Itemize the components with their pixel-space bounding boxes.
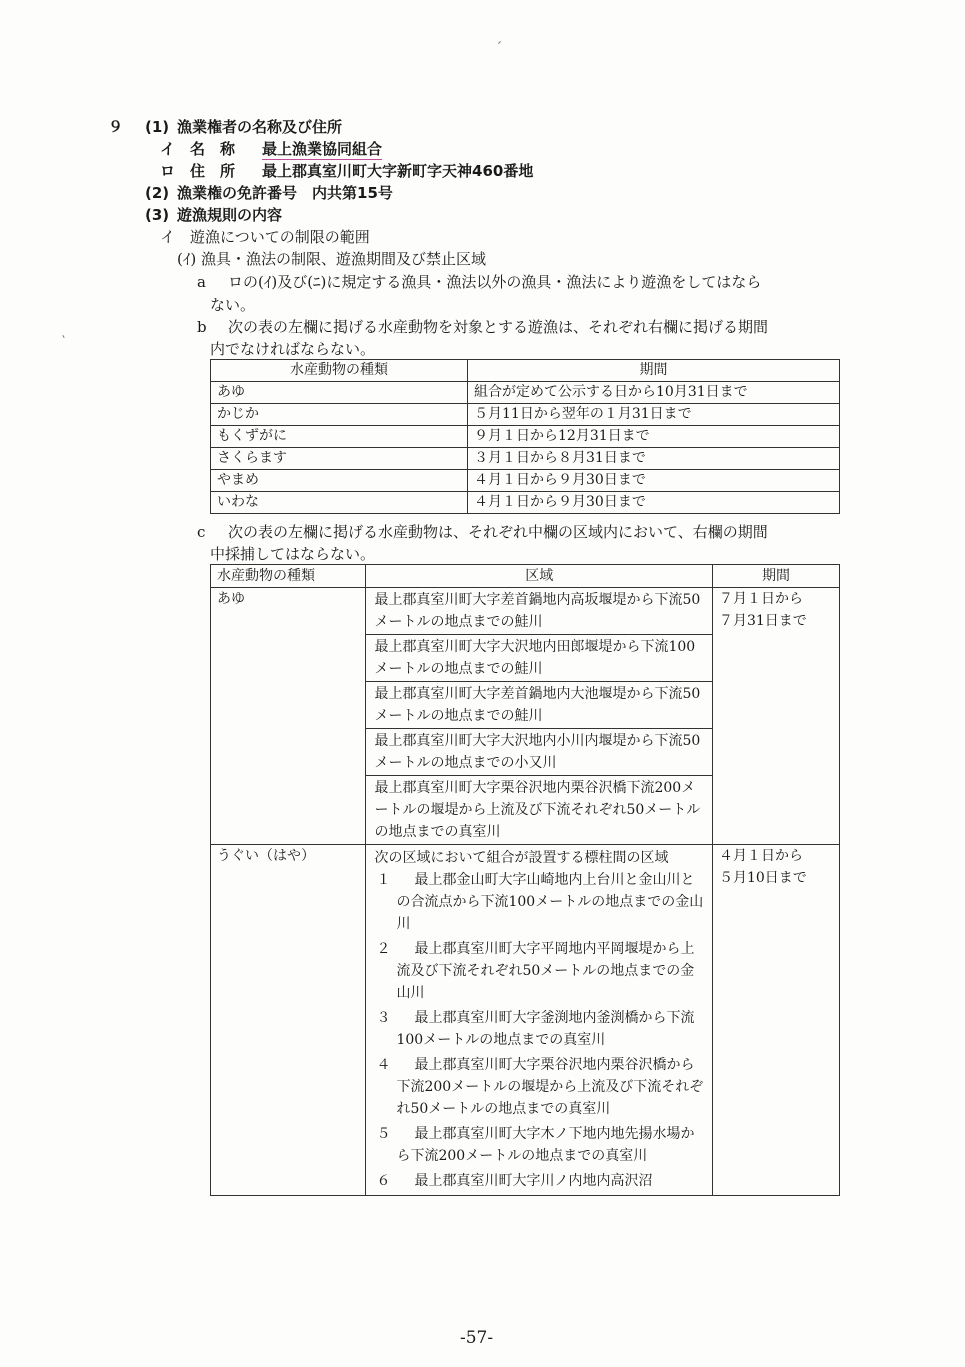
column-header-species: 水産動物の種類 bbox=[211, 360, 468, 382]
area-cell bbox=[366, 845, 713, 1196]
item-number: ９ bbox=[108, 118, 124, 136]
table-header-row bbox=[211, 360, 840, 382]
area-item-text: 最上郡真室川町大字釜渕地内釜渕橋から下流100メートルの地点までの真室川 bbox=[396, 1010, 695, 1048]
area-entry: 最上郡真室川町大字大沢地内小川内堰堤から下流50メートルの地点までの小又川 bbox=[366, 729, 712, 776]
rule-c-label: c bbox=[197, 523, 206, 541]
section-2-label: (2) bbox=[145, 184, 170, 202]
table-row bbox=[211, 845, 840, 1196]
rule-a-label: a bbox=[197, 273, 206, 291]
period-cell: ３月１日から８月31日まで bbox=[468, 448, 840, 470]
table-row bbox=[211, 470, 840, 492]
period-end: ５月10日まで bbox=[718, 870, 807, 886]
scan-speck bbox=[62, 335, 64, 338]
column-header-area: 区域 bbox=[366, 565, 713, 588]
name-value: 最上漁業協同組合 bbox=[262, 140, 383, 158]
rule-b-text-cont: 内でなければならない。 bbox=[210, 340, 376, 358]
rule-c-text: 次の表の左欄に掲げる水産動物は、それぞれ中欄の区域内において、右欄の期間 bbox=[228, 523, 768, 541]
page-number: -57- bbox=[460, 1328, 494, 1348]
section-1-label: (1) bbox=[145, 118, 170, 136]
area-intro: 次の区域において組合が設置する標柱間の区域 bbox=[374, 850, 669, 866]
period-cell bbox=[712, 845, 839, 1196]
area-list-item bbox=[366, 869, 712, 938]
period-start: ７月１日から bbox=[718, 591, 803, 607]
rule-i-heading: イ 遊漁についての制限の範囲 bbox=[160, 228, 370, 246]
rule-a-text-cont: ない。 bbox=[210, 296, 256, 314]
table-header-row bbox=[211, 565, 840, 588]
area-item-text: 最上郡真室川町大字川ノ内地内高沢沼 bbox=[414, 1173, 653, 1189]
area-list-item bbox=[366, 938, 712, 1007]
species-cell: あゆ bbox=[211, 382, 468, 404]
area-cell bbox=[366, 588, 713, 845]
address-value: 最上郡真室川町大字新町字天神460番地 bbox=[262, 162, 534, 180]
rule-sub-heading: (ｲ) 漁具・漁法の制限、遊漁期間及び禁止区域 bbox=[177, 250, 486, 268]
area-entry: 最上郡真室川町大字差首鍋地内大池堰堤から下流50メートルの地点までの鮭川 bbox=[366, 682, 712, 729]
section-1-title: 漁業権者の名称及び住所 bbox=[177, 118, 343, 136]
area-item-number: ２ bbox=[376, 941, 391, 957]
area-item-text: 最上郡金山町大字山崎地内上台川と金山川との合流点から下流100メートルの地点までの金山川 bbox=[396, 872, 704, 932]
table-row bbox=[211, 588, 840, 845]
area-list-item bbox=[366, 1007, 712, 1054]
area-entry: 最上郡真室川町大字栗谷沢地内栗谷沢橋下流200メートルの堰堤から上流及び下流それぞれ50メートルの地点までの真室川 bbox=[374, 780, 701, 840]
area-entry: 最上郡真室川町大字大沢地内田郎堰堤から下流100メートルの地点までの鮭川 bbox=[366, 635, 712, 682]
column-header-period: 期間 bbox=[468, 360, 840, 382]
prohibited-area-table bbox=[210, 564, 840, 1196]
fishing-period-table bbox=[210, 359, 840, 514]
species-cell: うぐい（はや） bbox=[211, 845, 366, 1196]
species-cell: やまめ bbox=[211, 470, 468, 492]
section-3-label: (3) bbox=[145, 206, 170, 224]
area-item-number: ６ bbox=[376, 1173, 391, 1189]
rule-a-text: ロの(ｲ)及び(ﾆ)に規定する漁具・漁法以外の漁具・漁法により遊漁をしてはなら bbox=[228, 273, 762, 291]
column-header-period: 期間 bbox=[712, 565, 839, 588]
area-item-text: 最上郡真室川町大字平岡地内平岡堰堤から上流及び下流それぞれ50メートルの地点までの金山川 bbox=[396, 941, 695, 1001]
table-row bbox=[211, 426, 840, 448]
period-cell: 組合が定めて公示する日から10月31日まで bbox=[468, 382, 840, 404]
species-cell: もくずがに bbox=[211, 426, 468, 448]
area-item-number: １ bbox=[376, 872, 391, 888]
address-label: ロ 住 所 bbox=[160, 162, 236, 180]
area-item-text: 最上郡真室川町大字栗谷沢地内栗谷沢橋から下流200メートルの堰堤から上流及び下流それぞれ50メートルの地点までの真室川 bbox=[396, 1057, 704, 1117]
table-row bbox=[211, 382, 840, 404]
period-cell bbox=[712, 588, 839, 845]
area-item-text: 最上郡真室川町大字木ノ下地内地先揚水場から下流200メートルの地点までの真室川 bbox=[396, 1126, 695, 1164]
section-2-title: 漁業権の免許番号 内共第15号 bbox=[177, 184, 393, 202]
period-cell: ４月１日から９月30日まで bbox=[468, 492, 840, 514]
section-3-title: 遊漁規則の内容 bbox=[177, 206, 283, 224]
species-cell: いわな bbox=[211, 492, 468, 514]
species-cell: かじか bbox=[211, 404, 468, 426]
period-end: ７月31日まで bbox=[718, 613, 807, 629]
period-cell: ４月１日から９月30日まで bbox=[468, 470, 840, 492]
scan-speck bbox=[498, 41, 501, 44]
column-header-species: 水産動物の種類 bbox=[211, 565, 366, 588]
rule-c-text-cont: 中採捕してはならない。 bbox=[210, 545, 376, 563]
period-start: ４月１日から bbox=[718, 848, 803, 864]
period-cell: ９月１日から12月31日まで bbox=[468, 426, 840, 448]
name-label: イ 名 称 bbox=[160, 140, 236, 158]
table-row bbox=[211, 404, 840, 426]
area-list-item bbox=[366, 1123, 712, 1170]
table-row bbox=[211, 448, 840, 470]
period-cell: ５月11日から翌年の１月31日まで bbox=[468, 404, 840, 426]
area-item-number: ５ bbox=[376, 1126, 391, 1142]
table-row bbox=[211, 492, 840, 514]
species-cell: あゆ bbox=[211, 588, 366, 845]
area-list-item bbox=[366, 1170, 712, 1195]
area-entry: 最上郡真室川町大字差首鍋地内高坂堰堤から下流50メートルの地点までの鮭川 bbox=[366, 588, 712, 635]
area-item-number: ３ bbox=[376, 1010, 391, 1026]
area-item-number: ４ bbox=[376, 1057, 391, 1073]
rule-b-label: b bbox=[197, 318, 207, 336]
rule-b-text: 次の表の左欄に掲げる水産動物を対象とする遊漁は、それぞれ右欄に掲げる期間 bbox=[228, 318, 769, 336]
species-cell: さくらます bbox=[211, 448, 468, 470]
area-list-item bbox=[366, 1054, 712, 1123]
